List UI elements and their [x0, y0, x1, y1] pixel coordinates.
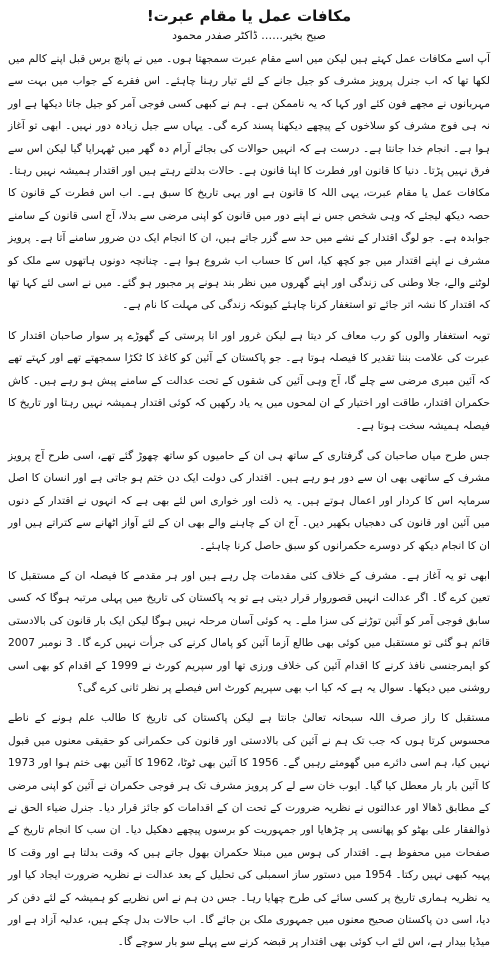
article-byline: صبح بخیر…… ڈاکٹر صفدر محمود — [172, 29, 326, 42]
article-headline: مکافات عمل یا مقام عبرت! — [146, 7, 352, 25]
article-paragraph-1: آپ اسے مکافات عمل کہتے ہیں لیکن میں اسے مقام عبرت سمجھتا ہوں۔ میں نے پانچ برس قبل اپنے کالم میں لکھا تھا کہ اب جنرل پرویز مشرف کو جیل جانے کے لئے تیار رہنا چاہئے۔ اس فقرے کے جواب میں بہت سے مہربانوں نے مجھے فون کئے اور کہا کہ یہ ناممکن ہے۔ ہم نے کبھی کسی فوجی آمر کو جیل جاتا دیکھا ہے اور نہ ہی فوج مشرف کو سلاخوں کے پیچھے دیکھنا پسند کرے گی۔ یہاں سے جیل زیادہ دور نہیں۔ ابھی تو آغاز ہوا ہے۔ انجام خدا جانتا ہے۔ درست ہے کہ انہیں حوالات کی بجائے آرام دہ گھر میں ٹھہرایا گیا لیکن اس سے فرق نہیں پڑتا۔ دنیا کا قانون اور فطرت کا اپنا قانون ہے۔ حالات بدلتے رہتے ہیں اور اقتدار ہمیشہ نہیں رہتا۔ مکافات عمل یا مقام عبرت، یہی اللہ کا قانون ہے اور یہی تاریخ کا سبق ہے۔ اب اس فطرت کے قانون کا حصہ دیکھ لیجئے کہ وہی شخص جس نے اپنے دور میں قانون کو اپنی مرضی سے بدلا، آج اسی قانون کے سامنے جوابدہ ہے۔ جو لوگ اقتدار کے نشے میں حد سے گزر جاتے ہیں، ان کا انجام ایک دن ضرور سامنے آتا ہے۔ پرویز مشرف نے اپنے اقتدار میں جو کچھ کیا، اس کا حساب اب شروع ہوا ہے۔ چنانچہ دونوں ہاتھوں سے ملک کو لوٹنے والے، جلا وطنی کی زندگی اور اپنے گھروں میں نظر بند ہونے پر مجبور ہو گئے۔ میں نے اسی لئے کہا تھا کہ اقتدار کا نشہ اتر جائے تو استغفار کرنا چاہئے کیونکہ زندگی کی مہلت کا نام ہے۔ — [8, 53, 490, 312]
article-paragraph-2: توبہ استغفار والوں کو رب معاف کر دیتا ہے لیکن غرور اور انا پرستی کے گھوڑے پر سوار صاحبان اقتدار کا عبرت کی علامت بننا تقدیر کا فیصلہ ہوتا ہے۔ جو پاکستان کے آئین کو کاغذ کا ٹکڑا سمجھتے تھے اور کہتے تھے کہ آئین میری مرضی سے چلے گا، آج وہی آئین کی شقوں کے تحت عدالت کے سامنے پیش ہو رہے ہیں۔ کاش حکمران اقتدار، طاقت اور اختیار کے ان لمحوں میں یہ یاد رکھیں کہ کوئی اقتدار ہمیشہ نہیں رہتا اور تاریخ کا فیصلہ ہمیشہ سخت ہوتا ہے۔ — [8, 329, 490, 432]
article-paragraph-5: مستقبل کا راز صرف اللہ سبحانہ تعالیٰ جانتا ہے لیکن پاکستان کی تاریخ کا طالب علم ہونے کے ناطے محسوس کرتا ہوں کہ جب تک ہم نے آئین کی بالادستی اور قانون کی حکمرانی کو حقیقی معنوں میں قبول نہیں کیا، ہم اسی دائرے میں گھومتے رہیں گے۔ 1956 کا آئین بھی ٹوٹا، 1962 کا آئین بھی ختم ہوا اور 1973 کا آئین بار بار معطل کیا گیا۔ ایوب خان سے لے کر پرویز مشرف تک ہر فوجی حکمران نے آئین کو اپنی مرضی کے مطابق ڈھالا اور عدالتوں نے نظریہ ضرورت کے تحت ان کے اقدامات کو جائز قرار دیا۔ جنرل ضیاء الحق نے ذوالفقار علی بھٹو کو پھانسی پر چڑھایا اور جمہوریت کو برسوں پیچھے دھکیل دیا۔ ان سب کا انجام تاریخ کے صفحات میں محفوظ ہے۔ اقتدار کی ہوس میں مبتلا حکمران بھول جاتے ہیں کہ وقت بدلتا ہے اور وقت کا پہیہ کبھی نہیں رکتا۔ 1954 میں دستور ساز اسمبلی کی تحلیل کے بعد عدالت نے نظریہ ضرورت ایجاد کیا اور یہ نظریہ ہماری تاریخ پر کسی سائے کی طرح چھایا رہا۔ جس دن ہم نے اس نظریے کو ہمیشہ کے لئے دفن کر دیا، اسی دن پاکستان صحیح معنوں میں جمہوری ملک بن جائے گا۔ اب حالات بدل چکے ہیں، عدلیہ آزاد ہے اور میڈیا بیدار ہے، اس لئے اب کوئی بھی اقتدار پر قبضہ کرنے سے پہلے سو بار سوچے گا۔ — [8, 712, 490, 949]
article-paragraph-4: ابھی تو یہ آغاز ہے۔ مشرف کے خلاف کئی مقدمات چل رہے ہیں اور ہر مقدمے کا فیصلہ ان کے مستقبل کا تعین کرے گا۔ اگر عدالت انہیں قصوروار قرار دیتی ہے تو یہ پاکستان کی تاریخ میں پہلی مرتبہ ہوگا کہ کسی سابق فوجی آمر کو آئین توڑنے کی سزا ملے۔ یہ کوئی آسان مرحلہ نہیں ہوگا لیکن ایک بار قانون کی بالادستی قائم ہو گئی تو مستقبل میں کوئی بھی طالع آزما آئین کو پامال کرنے کی جرأت نہیں کرے گا۔ 3 نومبر 2007 کو ایمرجنسی نافذ کرنے کا اقدام آئین کی خلاف ورزی تھا اور سپریم کورٹ نے 1999 کے اقدام کو بھی اسی روشنی میں دیکھا۔ سوال یہ ہے کہ کیا اب بھی سپریم کورٹ اس فیصلے پر نظر ثانی کرے گی؟ — [8, 569, 490, 694]
article-paragraph-3: جس طرح میاں صاحبان کی گرفتاری کے ساتھ ہی ان کے حامیوں کو ساتھ چھوڑ گئے تھے، اسی طرح آج پرویز مشرف کے ساتھی بھی ان سے دور ہو رہے ہیں۔ اقتدار کی دولت ایک دن ختم ہو جاتی ہے اور انسان کا اصل سرمایہ اس کا کردار اور اعمال ہوتے ہیں۔ یہ ذلت اور خواری اس لئے بھی ہے کہ انہوں نے اقتدار کے دنوں میں آئین اور قانون کی دھجیاں بکھیر دیں۔ آج ان کے چاہنے والے بھی ان کے لئے آواز اٹھانے سے کتراتے ہیں اور ان کا انجام دیکھ کر دوسرے حکمرانوں کو سبق حاصل کرنا چاہئے۔ — [8, 449, 490, 552]
